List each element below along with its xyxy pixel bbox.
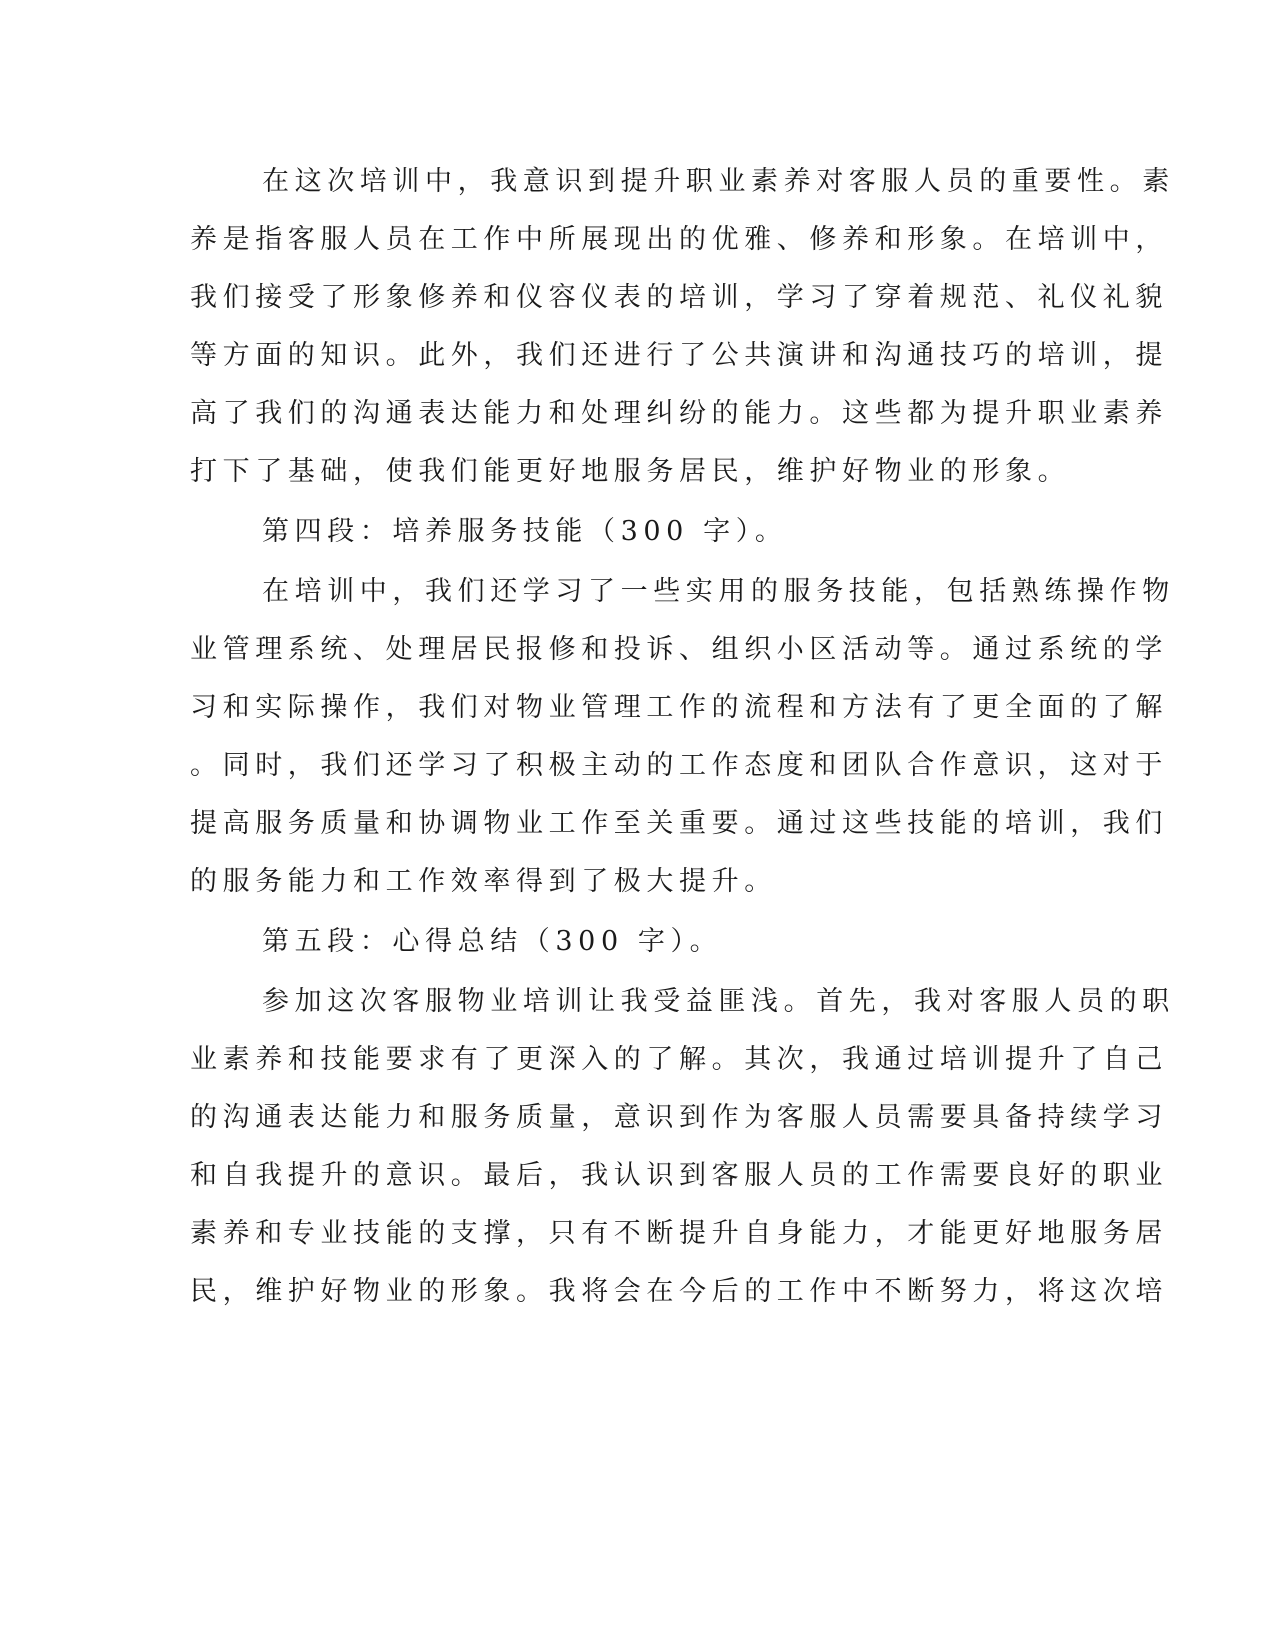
paragraph-line: 的沟通表达能力和服务质量，意识到作为客服人员需要具备持续学习 xyxy=(190,1102,1168,1133)
paragraph-line: 素养和专业技能的支撑，只有不断提升自身能力，才能更好地服务居 xyxy=(190,1218,1168,1249)
section-heading: 第四段：培养服务技能（300 字）。 xyxy=(262,516,788,547)
paragraph-line: 习和实际操作，我们对物业管理工作的流程和方法有了更全面的了解 xyxy=(190,692,1168,723)
paragraph-line: 在培训中，我们还学习了一些实用的服务技能，包括熟练操作物 xyxy=(262,576,1175,607)
paragraph-line: 。同时，我们还学习了积极主动的工作态度和团队合作意识，这对于 xyxy=(190,750,1168,781)
paragraph-line: 业素养和技能要求有了更深入的了解。其次，我通过培训提升了自己 xyxy=(190,1044,1168,1075)
paragraph-line: 打下了基础，使我们能更好地服务居民，维护好物业的形象。 xyxy=(190,456,1071,487)
paragraph-line: 我们接受了形象修养和仪容仪表的培训，学习了穿着规范、礼仪礼貌 xyxy=(190,282,1168,313)
paragraph-line: 提高服务质量和协调物业工作至关重要。通过这些技能的培训，我们 xyxy=(190,808,1168,839)
paragraph-line: 养是指客服人员在工作中所展现出的优雅、修养和形象。在培训中， xyxy=(190,224,1168,255)
section-heading: 第五段：心得总结（300 字）。 xyxy=(262,926,723,957)
paragraph-line: 在这次培训中，我意识到提升职业素养对客服人员的重要性。素 xyxy=(262,166,1175,197)
paragraph-line: 参加这次客服物业培训让我受益匪浅。首先，我对客服人员的职 xyxy=(262,986,1175,1017)
paragraph-line: 业管理系统、处理居民报修和投诉、组织小区活动等。通过系统的学 xyxy=(190,634,1168,665)
paragraph-line: 等方面的知识。此外，我们还进行了公共演讲和沟通技巧的培训，提 xyxy=(190,340,1168,371)
paragraph-line: 和自我提升的意识。最后，我认识到客服人员的工作需要良好的职业 xyxy=(190,1160,1168,1191)
paragraph-line: 民，维护好物业的形象。我将会在今后的工作中不断努力，将这次培 xyxy=(190,1276,1168,1307)
paragraph-line: 高了我们的沟通表达能力和处理纠纷的能力。这些都为提升职业素养 xyxy=(190,398,1168,429)
paragraph-line: 的服务能力和工作效率得到了极大提升。 xyxy=(190,866,777,897)
